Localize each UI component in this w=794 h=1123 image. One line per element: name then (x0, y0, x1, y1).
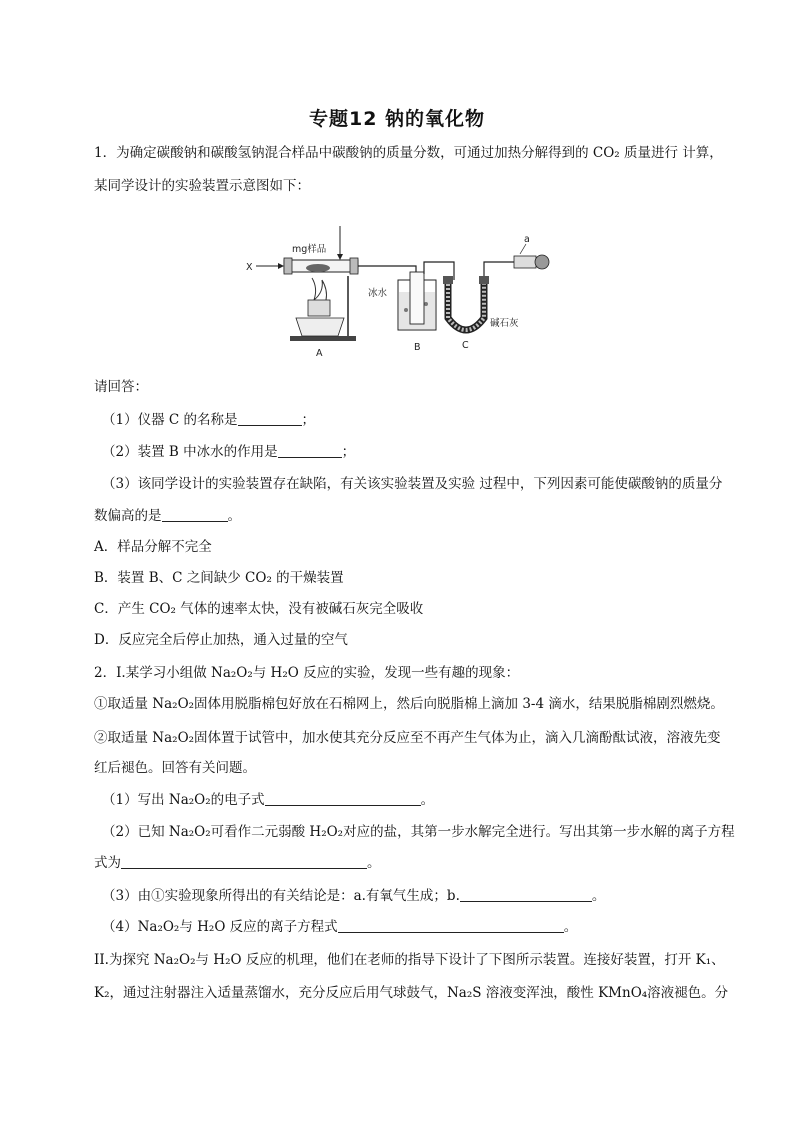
q1-sub1-suffix: ； (301, 412, 316, 428)
q2-sub4-prefix: （4）Na₂O₂与 H₂O 反应的离子方程式 (102, 919, 338, 935)
page-title: 专题12 钠的氧化物 (308, 108, 486, 130)
q2-sub3-prefix: （3）由①实验现象所得出的有关结论是：a.有氧气生成；b. (102, 888, 460, 904)
q1-sub1 (102, 410, 315, 430)
label-a-upper: A (316, 348, 323, 358)
q2-line1: 2．I.某学习小组做 Na₂O₂与 H₂O 反应的实验，发现一些有趣的现象： (94, 665, 520, 681)
q2-sub2-suffix: 。 (367, 855, 381, 871)
label-sodalime: 碱石灰 (490, 318, 519, 329)
q1-sub3-line2 (94, 506, 241, 526)
q2-line3: ②取适量 Na₂O₂固体置于试管中，加水使其充分反应至不再产生气体为止，滴入几滴酚酞试液，溶液先变 (94, 730, 721, 746)
q2-sub3 (102, 886, 605, 906)
q2-sub4-blank[interactable] (338, 918, 564, 933)
q2-part2-line2: K₂，通过注射器注入适量蒸馏水，充分反应后用气球鼓气，Na₂S 溶液变浑浊，酸性 KMnO₄溶液褪色。分 (94, 985, 729, 1001)
q2-sub3-blank[interactable] (460, 887, 592, 902)
label-c: C (462, 340, 469, 351)
answer-prompt: 请回答： (94, 379, 148, 395)
label-b: B (414, 342, 421, 353)
label-icewater: 冰水 (368, 288, 388, 299)
label-a-lower: a (524, 234, 530, 245)
q1-sub2-blank[interactable] (278, 443, 342, 458)
q2-sub4 (102, 917, 577, 937)
label-x: X (246, 262, 253, 273)
q2-part2-line1: II.为探究 Na₂O₂与 H₂O 反应的机理，他们在老师的指导下设计了下图所示装置。连接好装置，打开 K₁、 (94, 952, 725, 968)
apparatus-diagram (238, 218, 558, 358)
q2-sub2-blank[interactable] (121, 854, 367, 869)
q2-line2: ①取适量 Na₂O₂固体用脱脂棉包好放在石棉网上，然后向脱脂棉上滴加 3-4 滴水，结果脱脂棉剧烈燃烧。 (94, 696, 724, 712)
q2-sub4-suffix: 。 (563, 919, 578, 935)
q2-sub3-suffix: 。 (591, 888, 606, 904)
q1-option-c: C．产生 CO₂ 气体的速率太快，没有被碱石灰完全吸收 (94, 601, 424, 617)
q1-option-d: D．反应完全后停止加热，通入过量的空气 (94, 632, 348, 648)
q1-sub2-prefix: （2）装置 B 中冰水的作用是 (102, 444, 278, 460)
q1-option-a: A．样品分解不完全 (94, 539, 212, 555)
q1-sub2-suffix: ； (341, 444, 356, 460)
q1-sub3-blank[interactable] (162, 507, 228, 522)
q1-sub2 (102, 442, 355, 462)
q1-stem-line1: 1．为确定碳酸钠和碳酸氢钠混合样品中碳酸钠的质量分数，可通过加热分解得到的 CO₂ 质量进行 计算， (94, 145, 723, 161)
q2-sub2-prefix: 式为 (94, 855, 121, 871)
q1-sub1-blank[interactable] (238, 411, 302, 426)
q1-sub3-prefix: 数偏高的是 (94, 508, 162, 524)
q1-sub3-line1: （3）该同学设计的实验装置存在缺陷，有关该实验装置及实验 过程中，下列因素可能使碳酸钠的质量分 (102, 476, 723, 492)
q2-sub1-blank[interactable] (265, 791, 421, 806)
q1-option-b: B．装置 B、C 之间缺少 CO₂ 的干燥装置 (94, 570, 344, 586)
apparatus-figure (238, 218, 558, 358)
q2-sub2-line1: （2）已知 Na₂O₂可看作二元弱酸 H₂O₂对应的盐，其第一步水解完全进行。写出其第一步水解的离子方程 (102, 824, 735, 840)
q2-sub1-suffix: 。 (420, 792, 435, 808)
q1-sub1-prefix: （1）仪器 C 的名称是 (102, 412, 238, 428)
q1-sub3-suffix: 。 (227, 508, 241, 524)
label-sample: mg样品 (292, 244, 327, 255)
q2-line4: 红后褪色。回答有关问题。 (94, 760, 256, 776)
q1-stem-line2: 某同学设计的实验装置示意图如下： (94, 178, 310, 194)
q2-sub1 (102, 790, 434, 810)
q2-sub1-prefix: （1）写出 Na₂O₂的电子式 (102, 792, 265, 808)
q2-sub2-line2 (94, 853, 381, 873)
